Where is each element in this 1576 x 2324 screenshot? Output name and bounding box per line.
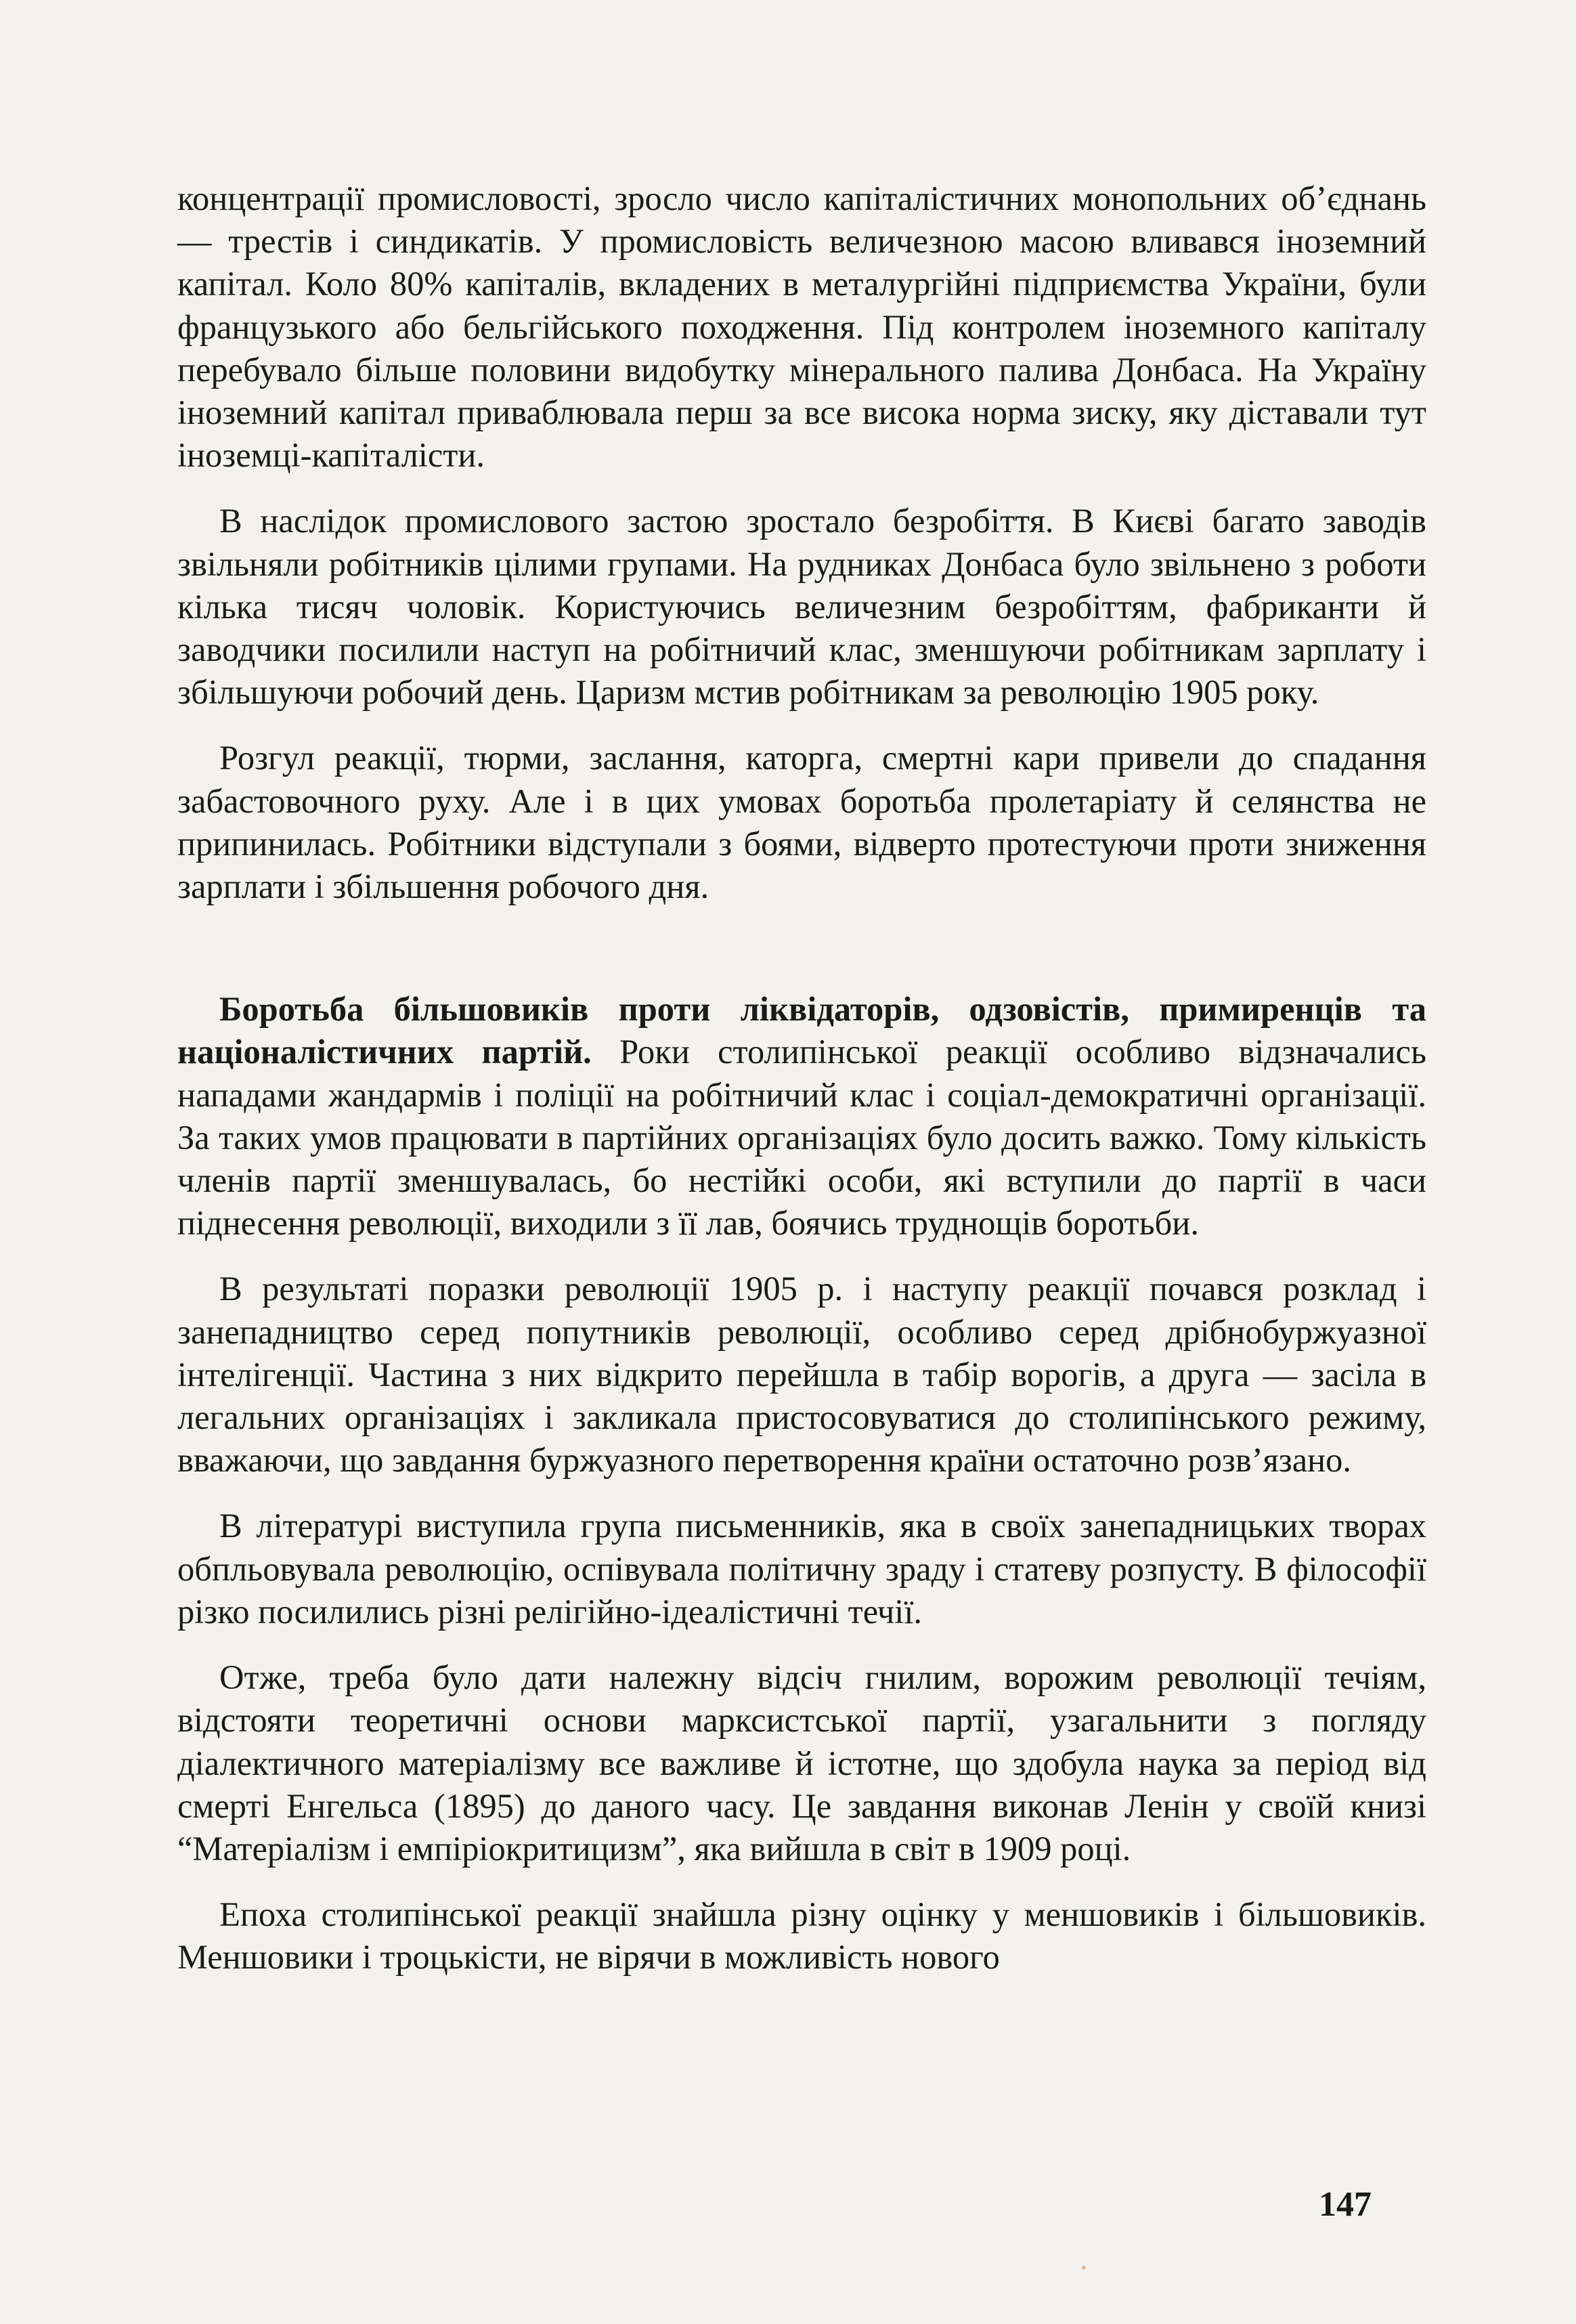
section-paragraph-text: Роки столипінської реакції особливо відзначались нападами жандармів і поліції на робітничий клас і соціал-демократичні організації. За таких умов працювати в партійних організаціях було досить важко. Тому кількість членів партії зменшувалась, бо нестійкі особи, які вступили до партії в часи піднесення революції, виходили з її лав, боячись труднощів боротьби. — [177, 1033, 1426, 1243]
paragraph-2: В наслідок промислового застою зростало безробіття. В Києві багато заводів звільняли робітників цілими групами. На рудниках Донбаса було звільнено з роботи кілька тисяч чоловік. Користуючись величезним безробіттям, фабриканти й заводчики посилили наступ на робітничий клас, зменшуючи робітникам зарплату і збільшуючи робочий день. Царизм мстив робітникам за революцію 1905 року. — [177, 502, 1426, 712]
section-paragraph — [177, 988, 1426, 1245]
section-heading: Боротьба більшовиків проти ліквідаторів, одзовістів, примиренців та націоналістичних партій. — [177, 990, 1426, 1071]
paragraph-5: В результаті поразки революції 1905 р. і наступу реакції почався розклад і занепадництво серед попутників революції, особливо серед дрібнобуржуазної інтелігенції. Частина з них відкрито перейшла в табір ворогів, а друга — засіла в легальних організаціях і закликала пристосовуватися до столипінського режиму, вважаючи, що завдання буржуазного перетворення країни остаточно розв’язано. — [177, 1270, 1426, 1480]
body-text — [177, 177, 1426, 1979]
paragraph-7: Отже, треба було дати належну відсіч гнилим, ворожим революції течіям, відстояти теоретичні основи марксистської партії, узагальнити з погляду діалектичного матеріалізму все важливе й істотне, що здобула наука за період від смерті Енгельса (1895) до даного часу. Це завдання виконав Ленін у своїй книзі “Матеріалізм і емпіріокритицизм”, яка вийшла в світ в 1909 році. — [177, 1658, 1426, 1868]
paper-speck — [1082, 2266, 1086, 2270]
paragraph-3: Розгул реакції, тюрми, заслання, каторга, смертні кари привели до спадання забастовочного руху. Але і в цих умовах боротьба пролетаріату й селянства не припинилась. Робітники відступали з боями, відверто протестуючи проти зниження зарплати і збільшення робочого дня. — [177, 739, 1426, 906]
page-number: 147 — [1319, 2185, 1372, 2224]
paragraph-6: В літературі виступила група письменників, яка в своїх занепадницьких творах обпльовувала революцію, оспівувала політичну зраду і статеву розпусту. В філософії різко посилились різні релігійно-ідеалістичні течії. — [177, 1507, 1426, 1631]
paragraph-8: Епоха столипінської реакції знайшла різну оцінку у меншовиків і більшовиків. Меншовики і троцькісти, не вірячи в можливість нового — [177, 1895, 1426, 1977]
paragraph-1: концентрації промисловості, зросло число капіталістичних монопольних об’єднань — трестів і синдикатів. У промисловість величезною масою вливався іноземний капітал. Коло 80% капіталів, вкладених в металургійні підприємства України, були французького або бельгійського походження. Під контролем іноземного капіталу перебувало більше половини видобутку мінерального палива Донбаса. На Україну іноземний капітал приваблювала перш за все висока норма зиску, яку діставали тут іноземці-капіталісти. — [177, 179, 1426, 475]
